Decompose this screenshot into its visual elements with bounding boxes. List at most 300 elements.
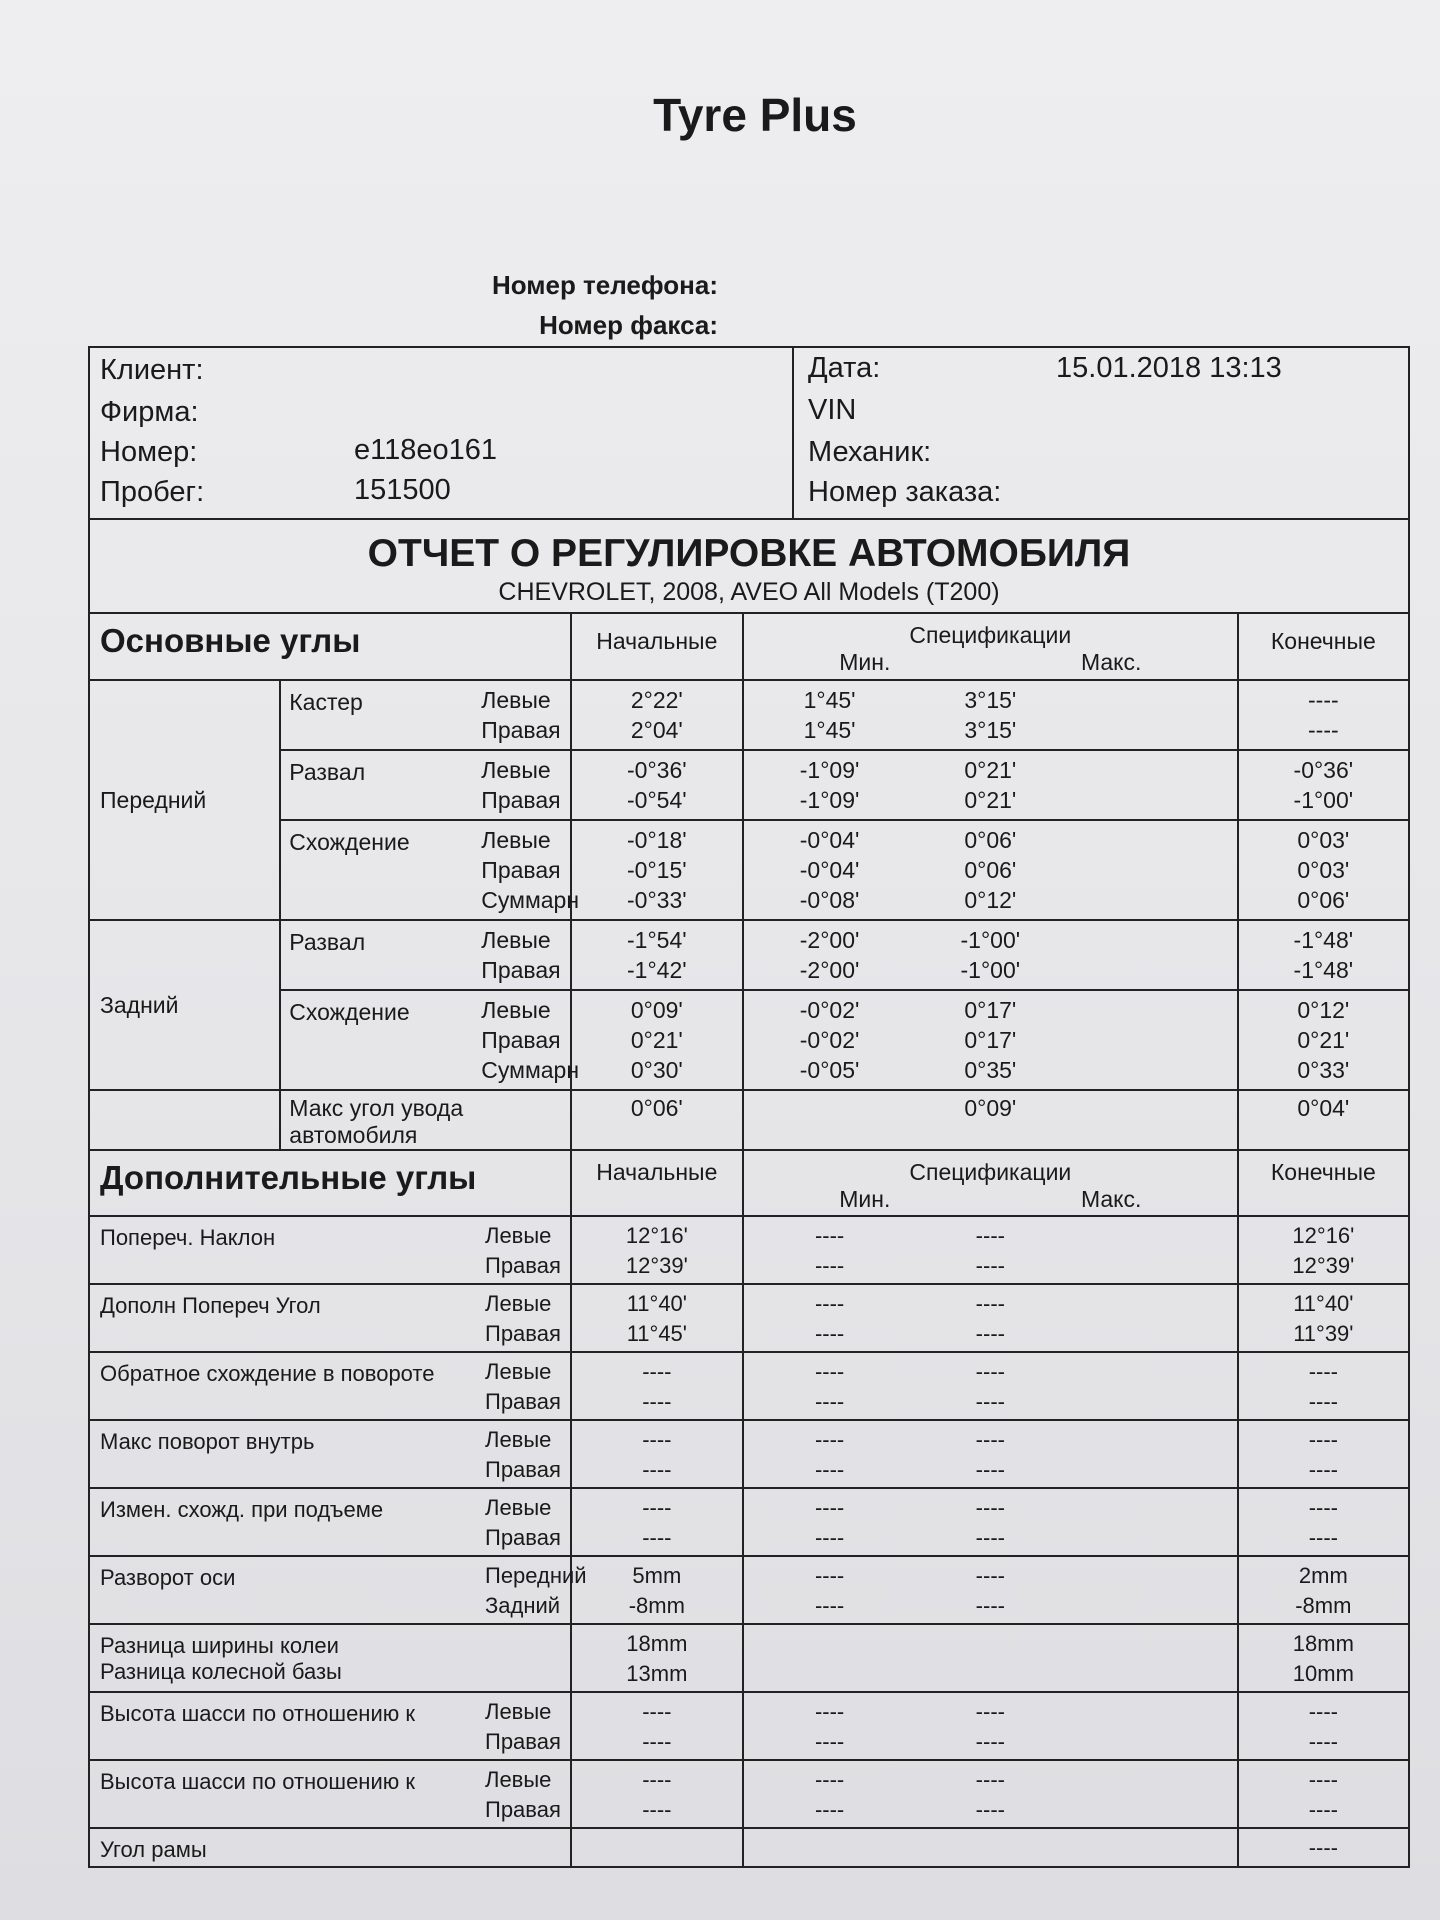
extra-max-value: ---- — [975, 1253, 1005, 1278]
extra-max-value: ---- — [975, 1525, 1005, 1550]
spec-max-value: 0°35' — [964, 1057, 1017, 1083]
side-label: Левые — [481, 827, 551, 853]
spec-gap — [1065, 680, 1237, 750]
extra-angle-row — [90, 1624, 1408, 1692]
order-label: Номер заказа: — [808, 476, 1002, 508]
col-specs — [743, 614, 1238, 680]
extra-max — [915, 1828, 1065, 1866]
spec-max-value: -1°00' — [960, 927, 1021, 953]
angle-group-row — [90, 820, 1408, 920]
spec-max-value: 0°06' — [964, 857, 1017, 883]
final-value: ---- — [1308, 717, 1339, 743]
extra-min — [743, 1828, 915, 1866]
extra-angles-table — [90, 1149, 1408, 1866]
angle-group-row — [90, 680, 1408, 750]
extra-angle-name: Высота шасси по отношению к — [100, 1701, 415, 1726]
report-title: ОТЧЕТ О РЕГУЛИРОВКЕ АВТОМОБИЛЯ — [367, 532, 1131, 575]
extra-angle-name: Высота шасси по отношению к — [100, 1769, 415, 1794]
spec-min-value: -1°09' — [799, 787, 860, 813]
spec-min-value: -0°04' — [799, 827, 860, 853]
side-label: Суммарн — [481, 1057, 580, 1083]
extra-angle-name: Макс поворот внутрь — [100, 1429, 315, 1454]
extra-initial — [571, 1760, 743, 1828]
extra-section-title: Дополнительные углы — [90, 1150, 571, 1216]
extra-col-final: Конечные — [1238, 1150, 1408, 1216]
extra-section-header — [90, 1150, 1408, 1216]
side-label: Задний — [485, 1593, 561, 1618]
col-final: Конечные — [1238, 614, 1408, 680]
vin-label: VIN — [808, 394, 857, 426]
angle-name-cell — [280, 750, 570, 820]
extra-max-value: ---- — [975, 1495, 1005, 1520]
spec-gap — [1065, 1284, 1237, 1352]
extra-final-value: 10mm — [1292, 1661, 1354, 1686]
angle-name-cell — [280, 680, 570, 750]
thrust-blank — [90, 1090, 280, 1149]
extra-min-value: ---- — [814, 1797, 845, 1822]
extra-min-value: ---- — [814, 1593, 845, 1618]
spec-min — [743, 750, 915, 820]
extra-max-value: ---- — [975, 1457, 1005, 1482]
spec-gap — [1065, 920, 1237, 990]
extra-min-value: ---- — [814, 1457, 845, 1482]
spec-max — [915, 920, 1065, 990]
extra-min — [743, 1624, 915, 1692]
extra-initial — [571, 1556, 743, 1624]
initial-value: -0°36' — [627, 757, 687, 783]
extra-min — [743, 1284, 915, 1352]
extra-initial-value: 18mm — [626, 1631, 688, 1656]
side-label: Суммарн — [481, 887, 580, 913]
side-label: Правая — [485, 1321, 561, 1346]
spec-gap — [1065, 1420, 1237, 1488]
angle-name: Схождение — [289, 829, 410, 855]
spec-max-value: 0°06' — [964, 827, 1017, 853]
initial — [571, 820, 743, 920]
extra-final-value: 12°16' — [1292, 1223, 1355, 1248]
initial — [571, 920, 743, 990]
extra-min-value: ---- — [814, 1223, 845, 1248]
spec-min-value: -2°00' — [799, 927, 860, 953]
extra-final-value: ---- — [1308, 1729, 1338, 1754]
side-label: Передний — [485, 1563, 587, 1588]
extra-final-value: ---- — [1308, 1797, 1338, 1822]
extra-min-value: ---- — [814, 1729, 845, 1754]
side-label: Левые — [485, 1223, 552, 1248]
extra-angle-name: Дополн Попереч Угол — [100, 1293, 321, 1318]
spec-min-value: -0°02' — [799, 997, 860, 1023]
spec-max-value: -1°00' — [960, 957, 1021, 983]
col-min: Мин. — [839, 649, 891, 675]
extra-max-value: ---- — [975, 1359, 1005, 1384]
main-angles-table — [90, 614, 1408, 1149]
extra-max-value: ---- — [975, 1699, 1005, 1724]
extra-final — [1238, 1556, 1408, 1624]
main-section-header — [90, 614, 1408, 680]
extra-angle-name: Разница ширины колеи — [100, 1633, 339, 1658]
spec-max-value: 0°12' — [964, 887, 1017, 913]
initial — [571, 990, 743, 1090]
vehicle-info: CHEVROLET, 2008, AVEO All Models (T200) — [498, 578, 1000, 606]
spec-max-value: 3°15' — [964, 687, 1017, 713]
extra-final-value: ---- — [1308, 1427, 1338, 1452]
side-label: Правая — [481, 787, 561, 813]
extra-initial-value: ---- — [642, 1495, 672, 1520]
spec-max — [915, 680, 1065, 750]
extra-final-value: -8mm — [1295, 1593, 1352, 1618]
final-value: 0°33' — [1297, 1057, 1350, 1083]
extra-initial — [571, 1488, 743, 1556]
spec-min-value: -1°09' — [799, 757, 860, 783]
extra-initial-value: 12°16' — [625, 1223, 688, 1248]
extra-initial-value: 11°40' — [626, 1291, 687, 1316]
extra-angle-row — [90, 1760, 1408, 1828]
date-value: 15.01.2018 13:13 — [1056, 352, 1282, 384]
extra-max-value: ---- — [975, 1291, 1005, 1316]
extra-final-value: ---- — [1308, 1699, 1338, 1724]
extra-max — [915, 1284, 1065, 1352]
extra-min-value: ---- — [814, 1427, 845, 1452]
final-value: -0°36' — [1293, 757, 1354, 783]
extra-max — [915, 1692, 1065, 1760]
extra-angle-name: Угол рамы — [100, 1837, 207, 1862]
extra-angle-name: Обратное схождение в повороте — [100, 1361, 435, 1386]
extra-name-cell — [90, 1760, 571, 1828]
extra-initial-value: ---- — [642, 1699, 672, 1724]
side-label: Левые — [485, 1427, 552, 1452]
mileage-value: 151500 — [354, 474, 451, 506]
angle-group-row — [90, 920, 1408, 990]
client-divider — [792, 348, 794, 518]
extra-initial — [571, 1828, 743, 1866]
final-value: -1°00' — [1293, 787, 1354, 813]
mileage-label: Пробег: — [100, 476, 205, 508]
extra-name-cell — [90, 1692, 571, 1760]
extra-angle-row — [90, 1352, 1408, 1420]
angle-name-cell — [280, 920, 570, 990]
extra-min-value: ---- — [814, 1495, 845, 1520]
initial-value: 0°21' — [630, 1027, 683, 1053]
spec-gap — [1065, 1624, 1237, 1692]
firm-label: Фирма: — [100, 396, 199, 428]
extra-angle-row — [90, 1284, 1408, 1352]
thrust-angle-row — [90, 1090, 1408, 1149]
extra-min — [743, 1760, 915, 1828]
side-label: Правая — [481, 857, 561, 883]
extra-final — [1238, 1420, 1408, 1488]
col-specs-label: Спецификации — [909, 622, 1072, 648]
side-label: Левые — [481, 687, 551, 713]
extra-final-value: ---- — [1308, 1457, 1338, 1482]
extra-min-value: ---- — [814, 1699, 845, 1724]
extra-max-value: ---- — [975, 1389, 1005, 1414]
extra-col-initial: Начальные — [571, 1150, 743, 1216]
extra-angle-row — [90, 1692, 1408, 1760]
initial-value: -0°54' — [627, 787, 687, 813]
extra-final — [1238, 1760, 1408, 1828]
report-frame — [88, 346, 1410, 1868]
number-label: Номер: — [100, 436, 198, 468]
extra-min — [743, 1488, 915, 1556]
spec-gap — [1065, 820, 1237, 920]
final — [1238, 750, 1408, 820]
spec-max — [915, 820, 1065, 920]
extra-final — [1238, 1692, 1408, 1760]
extra-final — [1238, 1488, 1408, 1556]
spec-max-value: 0°17' — [964, 1027, 1017, 1053]
side-label: Левые — [481, 927, 551, 953]
extra-final — [1238, 1828, 1408, 1866]
initial-value: -1°54' — [627, 927, 687, 953]
extra-min-value: ---- — [814, 1359, 845, 1384]
extra-final-value: 12°39' — [1292, 1253, 1355, 1278]
side-label: Левые — [481, 997, 551, 1023]
spec-max-value: 0°21' — [964, 787, 1017, 813]
final-value: 0°03' — [1297, 857, 1350, 883]
side-label: Левые — [485, 1495, 552, 1520]
spec-gap — [1065, 990, 1237, 1090]
angle-name: Развал — [289, 759, 366, 785]
thrust-initial: 0°06' — [571, 1090, 743, 1149]
spec-gap — [1065, 750, 1237, 820]
extra-max — [915, 1352, 1065, 1420]
angle-group-row — [90, 990, 1408, 1090]
extra-min-value: ---- — [814, 1291, 845, 1316]
extra-name-cell — [90, 1216, 571, 1284]
side-label: Левые — [485, 1699, 552, 1724]
extra-angle-row — [90, 1828, 1408, 1866]
final-value: 0°21' — [1297, 1027, 1350, 1053]
extra-name-cell — [90, 1352, 571, 1420]
initial — [571, 680, 743, 750]
extra-min-value: ---- — [814, 1253, 845, 1278]
angle-name: Развал — [289, 929, 366, 955]
side-label: Правая — [485, 1729, 561, 1754]
extra-final — [1238, 1216, 1408, 1284]
extra-name-cell — [90, 1488, 571, 1556]
extra-final-value: 2mm — [1298, 1563, 1348, 1588]
extra-initial-value: 13mm — [626, 1661, 688, 1686]
extra-max — [915, 1216, 1065, 1284]
extra-max-value: ---- — [975, 1223, 1005, 1248]
extra-initial-value: 12°39' — [625, 1253, 688, 1278]
extra-final — [1238, 1284, 1408, 1352]
spec-gap — [1065, 1828, 1237, 1866]
spec-min — [743, 680, 915, 750]
spec-min-value: -0°08' — [799, 887, 860, 913]
col-initial: Начальные — [571, 614, 743, 680]
final — [1238, 820, 1408, 920]
extra-angle-row — [90, 1488, 1408, 1556]
spec-gap — [1065, 1556, 1237, 1624]
phone-label: Номер телефона: — [491, 270, 718, 300]
initial-value: -0°15' — [627, 857, 687, 883]
initial-value: 2°22' — [630, 687, 683, 713]
extra-angle-row — [90, 1216, 1408, 1284]
extra-min — [743, 1420, 915, 1488]
side-label: Правая — [485, 1389, 561, 1414]
extra-final — [1238, 1352, 1408, 1420]
extra-angle-name-2: Разница колесной базы — [100, 1659, 342, 1684]
angle-name-cell — [280, 990, 580, 1090]
extra-max — [915, 1488, 1065, 1556]
side-label: Правая — [485, 1253, 561, 1278]
date-label: Дата: — [808, 352, 881, 384]
initial-value: -0°33' — [627, 887, 687, 913]
extra-initial-value: -8mm — [628, 1593, 685, 1618]
extra-angle-name: Попереч. Наклон — [100, 1225, 276, 1250]
extra-max-value: ---- — [975, 1427, 1005, 1452]
final-value: -1°48' — [1293, 927, 1354, 953]
final — [1238, 990, 1408, 1090]
initial — [571, 750, 743, 820]
extra-final-value: ---- — [1308, 1767, 1338, 1792]
side-label: Правая — [485, 1525, 561, 1550]
extra-initial-value: ---- — [642, 1729, 672, 1754]
extra-final-value: 11°39' — [1293, 1321, 1354, 1346]
extra-initial — [571, 1216, 743, 1284]
extra-final-value: ---- — [1308, 1359, 1338, 1384]
extra-col-specs — [743, 1150, 1238, 1216]
final-value: 0°06' — [1297, 887, 1350, 913]
thrust-final: 0°04' — [1238, 1090, 1408, 1149]
number-value: е118ео161 — [354, 434, 498, 466]
side-label: Левые — [485, 1767, 552, 1792]
side-label: Правая — [481, 1027, 561, 1053]
initial-value: 0°09' — [630, 997, 683, 1023]
spec-gap — [1065, 1216, 1237, 1284]
brand-title: Tyre Plus — [653, 89, 857, 141]
mechanic-label: Механик: — [808, 436, 932, 468]
extra-angle-name: Измен. схожд. при подъеме — [100, 1497, 384, 1522]
side-label: Правая — [485, 1457, 561, 1482]
extra-max — [915, 1760, 1065, 1828]
extra-col-max: Макс. — [1080, 1186, 1142, 1212]
extra-max-value: ---- — [975, 1593, 1005, 1618]
spec-min-value: -0°02' — [799, 1027, 860, 1053]
spec-max-value: 0°21' — [964, 757, 1017, 783]
extra-final-value: 18mm — [1292, 1631, 1354, 1656]
extra-max — [915, 1624, 1065, 1692]
extra-initial-value: ---- — [642, 1389, 672, 1414]
spec-min — [743, 820, 915, 920]
extra-min-value: ---- — [814, 1767, 845, 1792]
final-value: 0°12' — [1297, 997, 1350, 1023]
final-value: ---- — [1308, 687, 1339, 713]
side-label: Правая — [485, 1797, 561, 1822]
extra-initial-value: 5mm — [632, 1563, 682, 1588]
front-axle-label: Передний — [90, 680, 280, 920]
extra-name-cell — [90, 1556, 587, 1624]
spec-min-value: -0°04' — [799, 857, 860, 883]
final — [1238, 680, 1408, 750]
spec-min — [743, 990, 915, 1090]
extra-initial — [571, 1420, 743, 1488]
extra-name-cell — [90, 1420, 571, 1488]
extra-min-value: ---- — [814, 1525, 845, 1550]
main-section-title: Основные углы — [100, 622, 361, 659]
final — [1238, 920, 1408, 990]
side-label: Левые — [485, 1359, 552, 1384]
extra-min-value: ---- — [814, 1563, 845, 1588]
spec-min-value: 1°45' — [803, 717, 856, 743]
client-block — [90, 348, 1408, 520]
spec-gap — [1065, 1692, 1237, 1760]
extra-min — [743, 1216, 915, 1284]
extra-final-value: 11°40' — [1293, 1291, 1354, 1316]
extra-initial-value: ---- — [642, 1457, 672, 1482]
extra-min — [743, 1692, 915, 1760]
angle-name: Схождение — [289, 999, 410, 1025]
spec-gap — [1065, 1760, 1237, 1828]
spec-gap — [1065, 1488, 1237, 1556]
extra-angle-row — [90, 1556, 1408, 1624]
extra-initial-value: ---- — [642, 1359, 672, 1384]
final-value: 0°03' — [1297, 827, 1350, 853]
initial-value: 0°30' — [630, 1057, 683, 1083]
col-max: Макс. — [1080, 649, 1142, 675]
angle-name: Кастер — [289, 689, 363, 715]
extra-final-value: ---- — [1308, 1835, 1338, 1860]
extra-name-cell — [90, 1284, 571, 1352]
fax-label: Номер факса: — [539, 310, 718, 340]
extra-final-value: ---- — [1308, 1525, 1338, 1550]
angle-name-cell — [280, 820, 580, 920]
angle-group-row — [90, 750, 1408, 820]
initial-value: 2°04' — [630, 717, 683, 743]
client-label: Клиент: — [100, 354, 204, 386]
spec-max — [915, 750, 1065, 820]
extra-min — [743, 1556, 915, 1624]
extra-final-value: ---- — [1308, 1495, 1338, 1520]
extra-max — [915, 1420, 1065, 1488]
extra-max-value: ---- — [975, 1563, 1005, 1588]
extra-max-value: ---- — [975, 1321, 1005, 1346]
extra-min — [743, 1352, 915, 1420]
side-label: Левые — [485, 1291, 552, 1316]
extra-initial-value: ---- — [642, 1525, 672, 1550]
side-label: Левые — [481, 757, 551, 783]
side-label: Правая — [481, 717, 561, 743]
extra-initial — [571, 1624, 743, 1692]
extra-col-specs-label: Спецификации — [909, 1159, 1072, 1185]
extra-final-value: ---- — [1308, 1389, 1338, 1414]
rear-axle-label: Задний — [90, 920, 280, 1090]
extra-min-value: ---- — [814, 1389, 845, 1414]
spec-max-value: 3°15' — [964, 717, 1017, 743]
extra-max-value: ---- — [975, 1767, 1005, 1792]
spec-min-value: -0°05' — [799, 1057, 860, 1083]
extra-name-cell — [90, 1624, 571, 1692]
spec-min-value: -2°00' — [799, 957, 860, 983]
spec-min — [743, 920, 915, 990]
final-value: -1°48' — [1293, 957, 1354, 983]
spec-min-value: 1°45' — [803, 687, 856, 713]
initial-value: -0°18' — [627, 827, 687, 853]
thrust-name: Макс угол увода автомобиля — [280, 1090, 570, 1149]
extra-min-value: ---- — [814, 1321, 845, 1346]
extra-col-min: Мин. — [839, 1186, 891, 1212]
extra-angle-name: Разворот оси — [100, 1565, 236, 1590]
extra-max — [915, 1556, 1065, 1624]
report-heading — [90, 520, 1408, 614]
thrust-spec: 0°09' — [743, 1090, 1238, 1149]
extra-initial-value: ---- — [642, 1797, 672, 1822]
extra-initial — [571, 1352, 743, 1420]
extra-name-cell — [90, 1828, 571, 1866]
extra-initial-value: 11°45' — [626, 1321, 687, 1346]
extra-angle-row — [90, 1420, 1408, 1488]
